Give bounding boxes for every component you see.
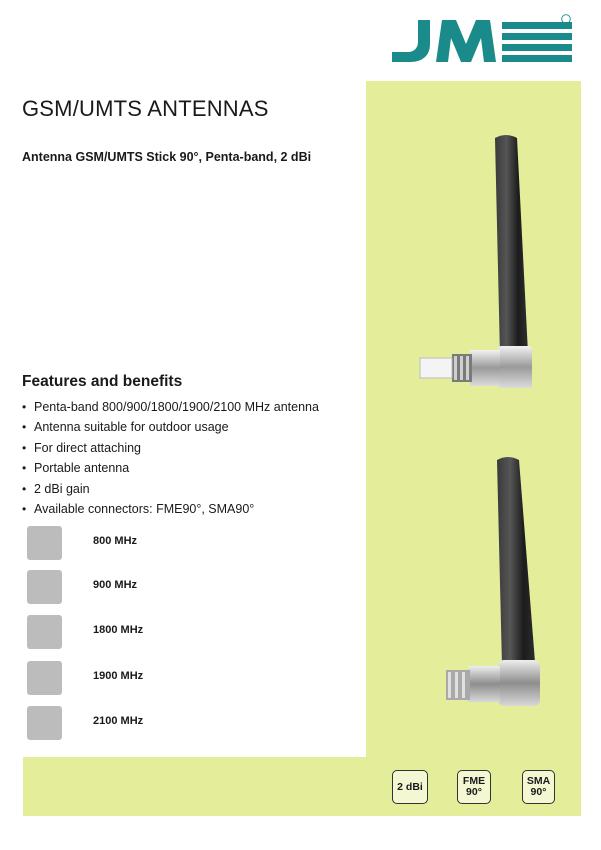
features-heading: Features and benefits	[22, 373, 183, 390]
band-swatch	[27, 706, 62, 740]
band-label: 1900 MHz	[93, 670, 144, 682]
band-1800	[27, 615, 227, 649]
band-label: 2100 MHz	[93, 715, 144, 727]
badge-line: 90°	[530, 786, 547, 798]
feature-item: • Portable antenna	[22, 458, 319, 478]
feature-item: • Available connectors: FME90°, SMA90°	[22, 499, 319, 519]
band-label: 900 MHz	[93, 579, 138, 591]
band-800	[27, 526, 227, 560]
band-label: 1800 MHz	[93, 624, 144, 636]
band-swatch	[27, 615, 62, 649]
product-subtitle: Antenna GSM/UMTS Stick 90°, Penta-band, 2 dBi	[22, 150, 312, 164]
band-swatch	[27, 661, 62, 695]
band-label: 800 MHz	[93, 535, 138, 547]
sma-badge	[522, 770, 555, 804]
band-swatch	[27, 570, 62, 604]
fme-badge	[457, 770, 491, 804]
jm-logo	[390, 14, 578, 64]
feature-item: • 2 dBi gain	[22, 479, 319, 499]
features-list	[22, 397, 319, 519]
feature-item: • Antenna suitable for outdoor usage	[22, 417, 319, 437]
feature-item: • For direct attaching	[22, 438, 319, 458]
bottom-color-band	[23, 757, 581, 816]
badge-line: FME	[462, 775, 486, 787]
page-title: GSM/UMTS ANTENNAS	[22, 96, 269, 121]
feature-item: • Penta-band 800/900/1800/1900/2100 MHz antenna	[22, 397, 319, 417]
band-swatch	[27, 526, 62, 560]
gain-badge	[392, 770, 428, 804]
badge-line: 90°	[466, 786, 482, 798]
antenna-fme-image	[410, 128, 545, 398]
band-1900	[27, 661, 227, 695]
badge-line: 2 dBi	[397, 780, 423, 793]
band-2100	[27, 706, 227, 740]
antenna-sma-image	[440, 452, 565, 720]
band-900	[27, 570, 227, 604]
badge-line: SMA	[526, 775, 551, 787]
